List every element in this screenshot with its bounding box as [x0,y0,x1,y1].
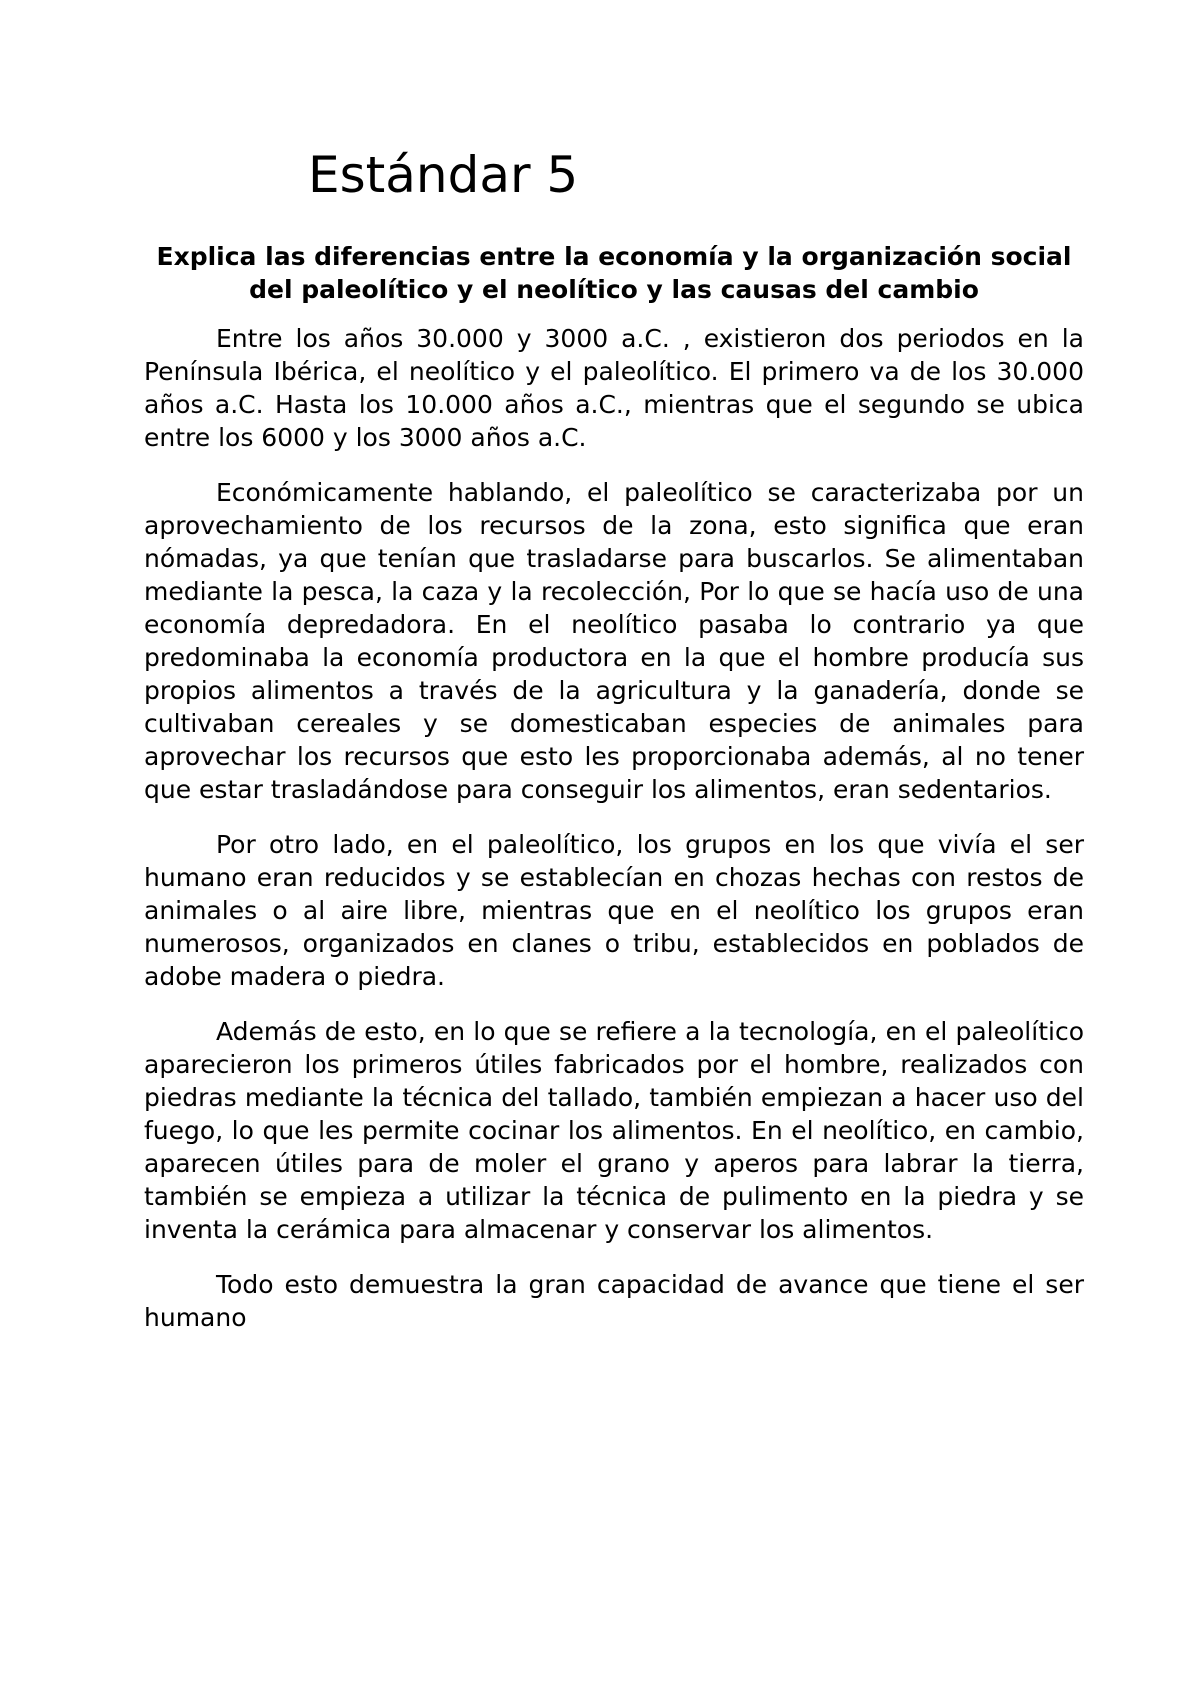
document-title: Estándar 5 [308,146,579,204]
document-body [144,240,1084,1356]
paragraph-social: Por otro lado, en el paleolítico, los grupos en los que vivía el ser humano eran reducidos y se establecían en chozas hechas con restos de animales o al aire libre, mientras que en el neolítico los grupos eran numerosos, organizados en clanes o tribu, establecidos en poblados de adobe madera o piedra. [144,830,1084,991]
paragraph-technology: Además de esto, en lo que se refiere a la tecnología, en el paleolítico aparecieron los primeros útiles fabricados por el hombre, realizados con piedras mediante la técnica del tallado, también empiezan a hacer uso del fuego, lo que les permite cocinar los alimentos. En el neolítico, en cambio, aparecen útiles para de moler el grano y aperos para labrar la tierra, también se empieza a utilizar la técnica de pulimento en la piedra y se inventa la cerámica para almacenar y conservar los alimentos. [144,1017,1084,1244]
document-subtitle: Explica las diferencias entre la economía y la organización social del paleolítico y el neolítico y las causas del cambio [156,242,1072,304]
paragraph-intro: Entre los años 30.000 y 3000 a.C. , existieron dos periodos en la Península Ibérica, el neolítico y el paleolítico. El primero va de los 30.000 años a.C. Hasta los 10.000 años a.C., mientras que el segundo se ubica entre los 6000 y los 3000 años a.C. [144,324,1084,452]
paragraph-economy: Económicamente hablando, el paleolítico se caracterizaba por un aprovechamiento de los recursos de la zona, esto significa que eran nómadas, ya que tenían que trasladarse para buscarlos. Se alimentaban mediante la pesca, la caza y la recolección, Por lo que se hacía uso de una economía depredadora. En el neolítico pasaba lo contrario ya que predominaba la economía productora en la que el hombre producía sus propios alimentos a través de la agricultura y la ganadería, donde se cultivaban cereales y se domesticaban especies de animales para aprovechar los recursos que esto les proporcionaba además, al no tener que estar trasladándose para conseguir los alimentos, eran sedentarios. [144,478,1084,804]
paragraph-conclusion: Todo esto demuestra la gran capacidad de avance que tiene el ser humano [144,1270,1084,1332]
